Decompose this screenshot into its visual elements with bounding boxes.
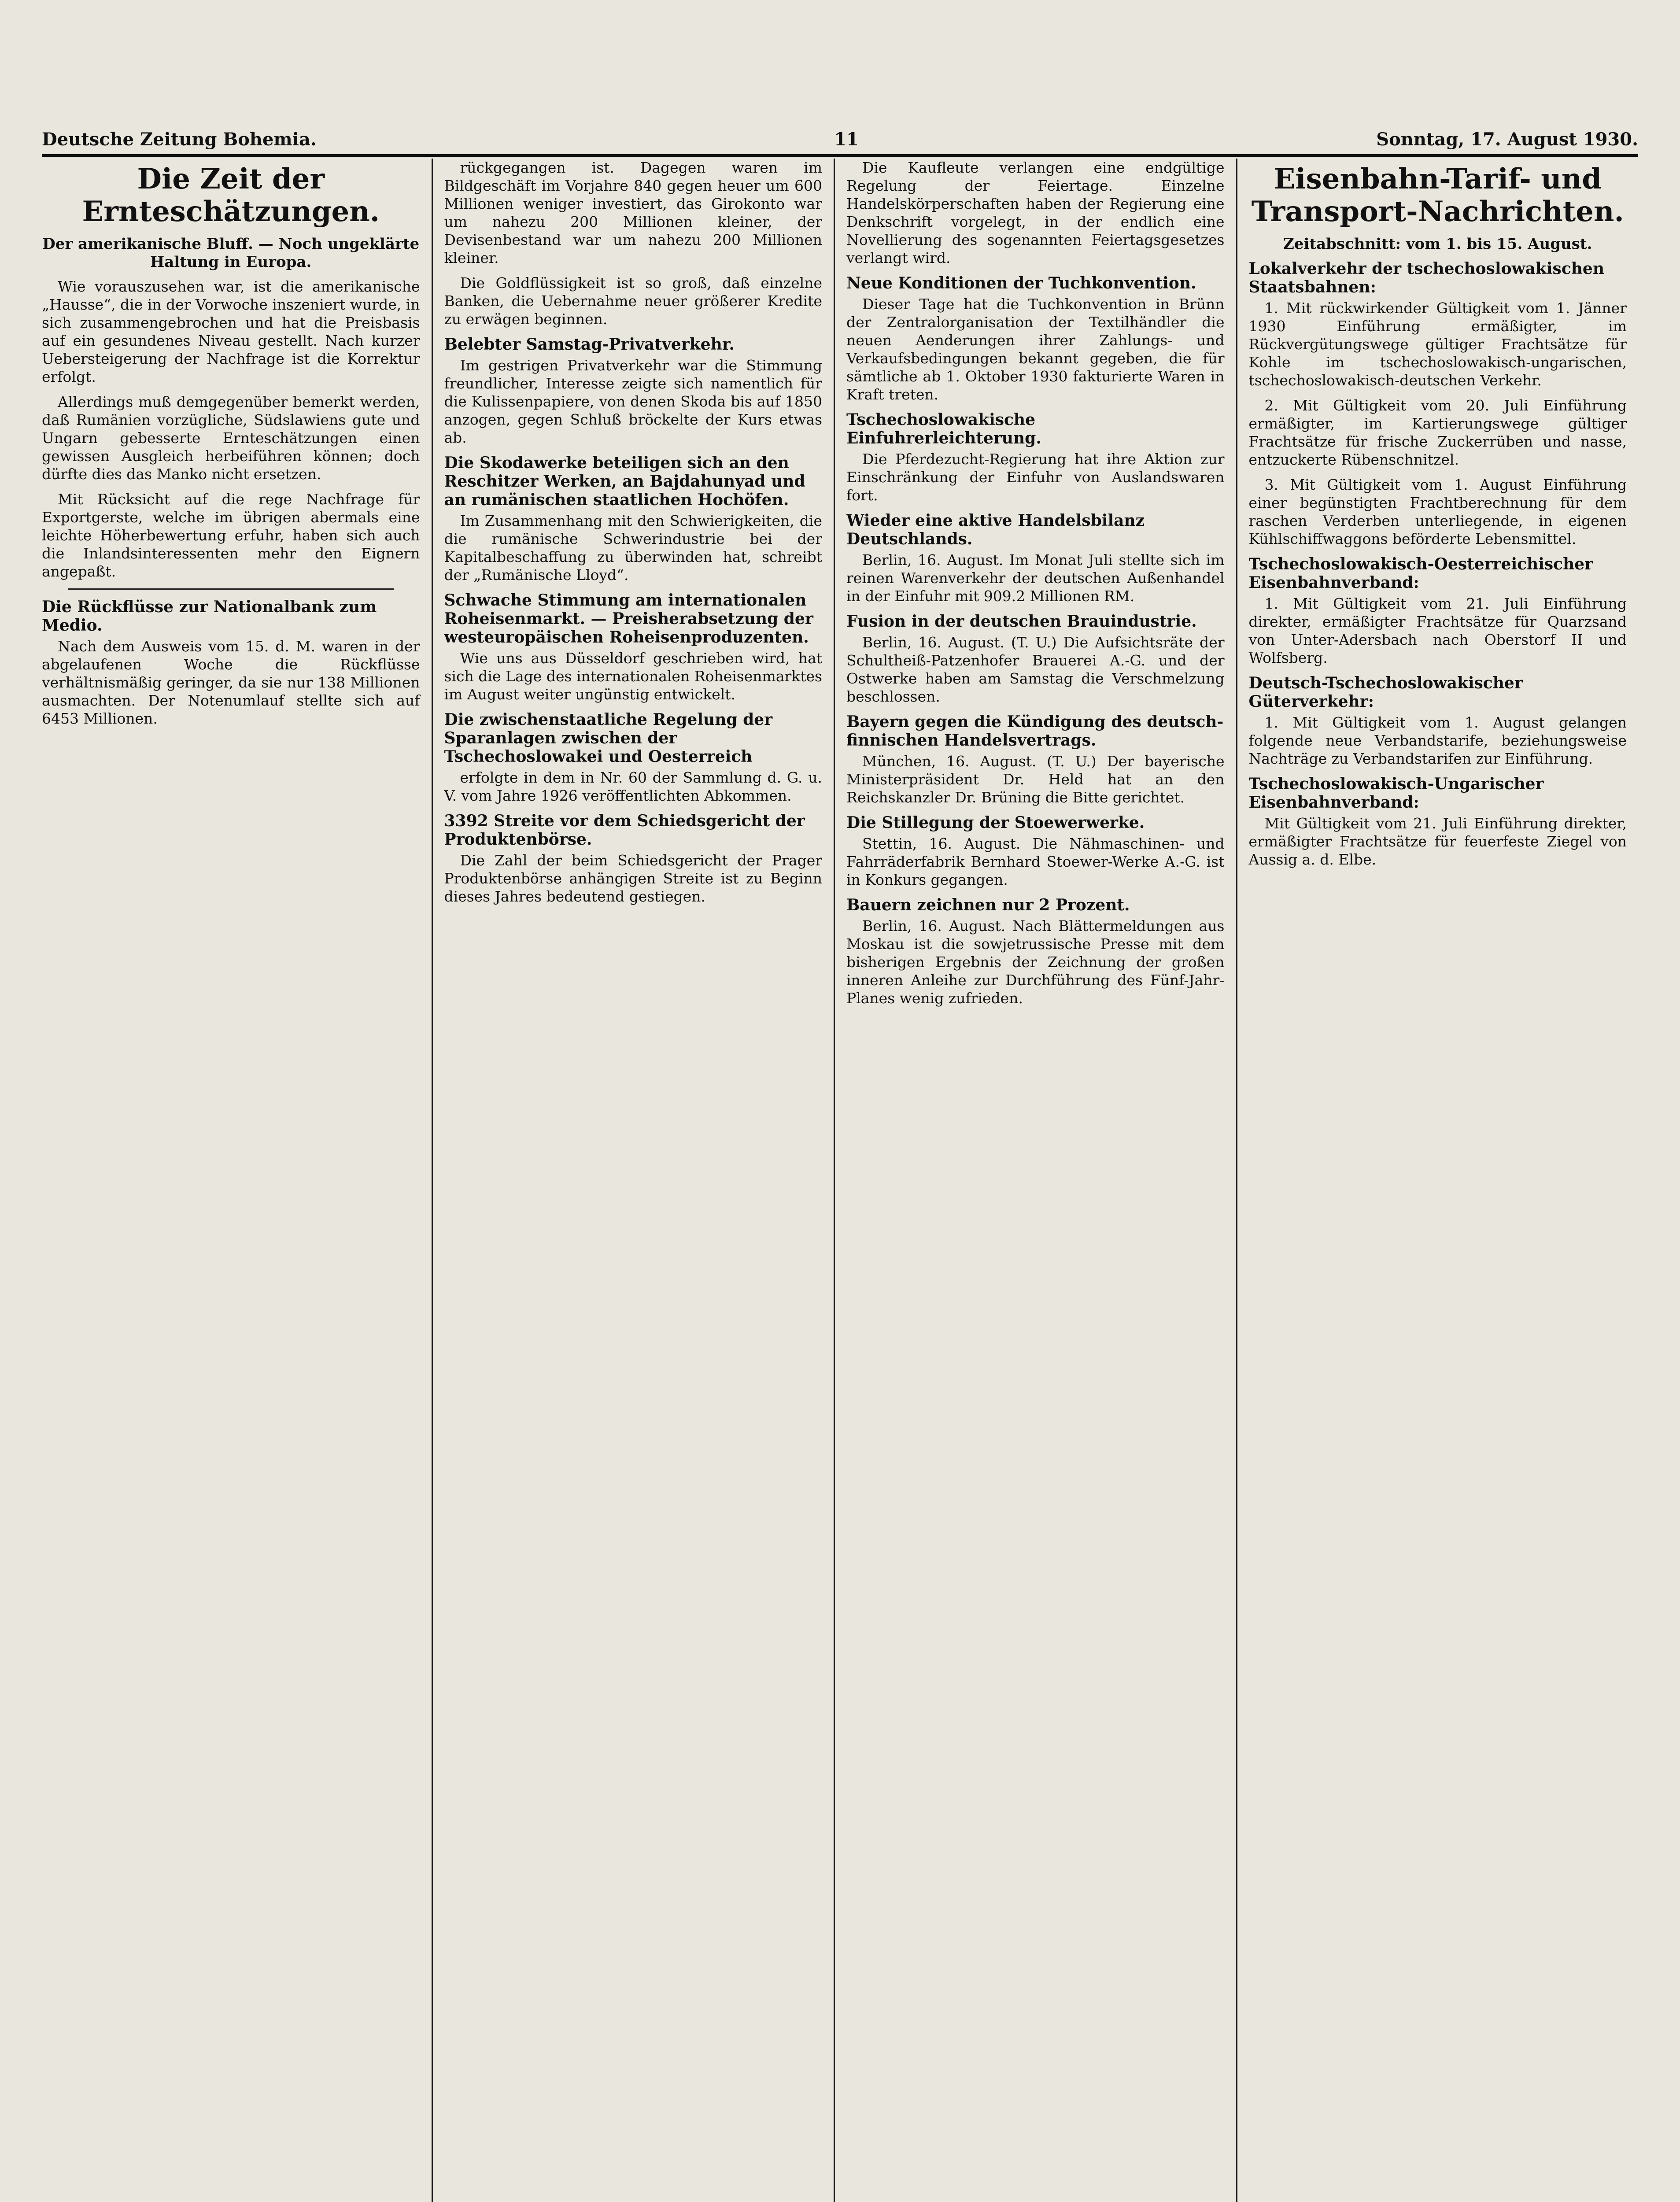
article-heading: Wieder eine aktive Handelsbilanz Deutschlands.	[846, 511, 1145, 548]
article-paragraph: 2. Mit Gültigkeit vom 20. Juli Einführung ermäßigter, im Kartierungswege gültiger Frachtsätze für frische Zuckerrüben und nasse, entzuckerte Rübenschnitzel.	[1248, 397, 1627, 468]
column-4	[1237, 159, 1639, 2202]
article-title: Eisenbahn-Tarif- und Transport-Nachrichten.	[1251, 163, 1624, 228]
column-2	[433, 159, 835, 2202]
article-paragraph: Im gestrigen Privatverkehr war die Stimmung freundlicher, Interesse zeigte sich namentlich für die Kulissenpapiere, von denen Skoda bis auf 1850 anzogen, gegen Schluß bröckelte der Kurs etwas ab.	[444, 357, 822, 446]
article-paragraph: Nach dem Ausweis vom 15. d. M. waren in der abgelaufenen Woche die Rückflüsse verhältnismäßig geringer, da sie nur 138 Millionen ausmachten. Der Notenumlauf stellte sich auf 6453 Millionen.	[42, 638, 420, 727]
article-paragraph: Die Goldflüssigkeit ist so groß, daß einzelne Banken, die Uebernahme neuer größerer Kredite zu erwägen beginnen.	[444, 274, 822, 328]
divider	[68, 588, 394, 590]
issue-date: Sonntag, 17. August 1930.	[1376, 129, 1638, 150]
article-paragraph: Berlin, 16. August. Nach Blättermeldungen aus Moskau ist die sowjetrussische Presse mit dem bisherigen Ergebnis der Zeichnung der großen inneren Anleihe zur Durchführung des Fünf-Jahr-Planes wenig zufrieden.	[846, 917, 1225, 1007]
article-paragraph: Mit Gültigkeit vom 21. Juli Einführung direkter, ermäßigter Frachtsätze für feuerfeste Ziegel von Aussig a. d. Elbe.	[1248, 815, 1627, 868]
article-heading: Belebter Samstag-Privatverkehr.	[444, 335, 735, 354]
article-paragraph: rückgegangen ist. Dagegen waren im Bildgeschäft im Vorjahre 840 gegen heuer um 600 Millionen weniger investiert, das Girokonto war um nahezu 200 Millionen kleiner, der Devisenbestand war um nahezu 200 Millionen kleiner.	[444, 159, 822, 266]
newspaper-name: Deutsche Zeitung Bohemia.	[42, 129, 317, 150]
article-paragraph: 1. Mit Gültigkeit vom 21. Juli Einführung direkter, ermäßigter Frachtsätze für Quarzsand von Unter-Adersbach nach Oberstorf II und Wolfsberg.	[1248, 595, 1627, 666]
page-number: 11	[834, 129, 859, 150]
article-paragraph: 1. Mit rückwirkender Gültigkeit vom 1. Jänner 1930 Einführung ermäßigter, im Rückvergütungswege gültiger Frachtsätze für Kohle im tschechoslowakisch-ungarischen, tschechoslowakisch-deutschen Verkehr.	[1248, 299, 1627, 389]
article-paragraph: Die Kaufleute verlangen eine endgültige Regelung der Feiertage. Einzelne Handelskörperschaften haben der Regierung eine Denkschrift vorgelegt, in der endlich eine Novellierung des sogenannten Feiertagsgesetzes verlangt wird.	[846, 159, 1225, 266]
article-heading: Tschechoslowakische Einfuhrerleichterung.	[846, 410, 1041, 447]
article-paragraph: 1. Mit Gültigkeit vom 1. August gelangen folgende neue Verbandstarife, beziehungsweise Nachträge zu Verbandstarifen zur Einführung.	[1248, 714, 1627, 767]
article-heading: Die Skodawerke beteiligen sich an den Reschitzer Werken, an Bajdahunyad und an rumänischen staatlichen Hochöfen.	[444, 454, 805, 509]
article-paragraph: Mit Rücksicht auf die rege Nachfrage für Exportgerste, welche im übrigen abermals eine leichte Höherbewertung erfuhr, haben sich auch die Inlandsinteressenten mehr den Eignern angepaßt.	[42, 491, 420, 580]
article-heading: Die Rückflüsse zur Nationalbank zum Medio.	[42, 598, 377, 635]
article-heading: Bauern zeichnen nur 2 Prozent.	[846, 896, 1130, 914]
article-heading: Die Stillegung der Stoewerwerke.	[846, 813, 1145, 832]
masthead	[42, 119, 1638, 157]
column-1	[42, 159, 433, 2202]
article-heading: Fusion in der deutschen Brauindustrie.	[846, 612, 1197, 631]
article-paragraph: Allerdings muß demgegenüber bemerkt werden, daß Rumänien vorzügliche, Südslawiens gute und Ungarn gebesserte Ernteschätzungen einen gewissen Ausgleich herbeiführen können; doch dürfte dies das Manko nicht ersetzen.	[42, 393, 420, 483]
article-title: Die Zeit der Ernteschätzungen.	[82, 163, 380, 228]
article-heading: Tschechoslowakisch-Ungarischer Eisenbahnverband:	[1248, 775, 1544, 812]
article-paragraph: 3. Mit Gültigkeit vom 1. August Einführung einer begünstigten Frachtberechnung für dem raschen Verderben unterliegende, in eigenen Kühlschiffwaggons beförderte Lebensmittel.	[1248, 476, 1627, 547]
article-heading: Tschechoslowakisch-Oesterreichischer Eisenbahnverband:	[1248, 555, 1593, 592]
article-paragraph: Die Pferdezucht-Regierung hat ihre Aktion zur Einschränkung der Einfuhr von Auslandswaren fort.	[846, 451, 1225, 504]
article-heading: Deutsch-Tschechoslowakischer Güterverkehr:	[1248, 674, 1523, 711]
article-subtitle: Der amerikanische Bluff. — Noch ungeklärte Haltung in Europa.	[42, 235, 420, 271]
article-columns	[42, 159, 1638, 2202]
article-paragraph: Im Zusammenhang mit den Schwierigkeiten, die die rumänische Schwerindustrie bei der Kapitalbeschaffung zu überwinden hat, schreibt der „Rumänische Lloyd“.	[444, 512, 822, 584]
column-3	[835, 159, 1237, 2202]
article-paragraph: Stettin, 16. August. Die Nähmaschinen- und Fahrräderfabrik Bernhard Stoewer-Werke A.-G. ist in Konkurs gegangen.	[846, 835, 1225, 888]
article-paragraph: Wie vorauszusehen war, ist die amerikanische „Hausse“, die in der Vorwoche inszeniert wurde, in sich zusammengebrochen und hat die Preisbasis auf ein gesundenes Niveau gestellt. Nach kurzer Uebersteigerung der Nachfrage ist die Korrektur erfolgt.	[42, 278, 420, 385]
article-heading: Schwache Stimmung am internationalen Roheisenmarkt. — Preisherabsetzung der westeuropäischen Roheisenproduzenten.	[444, 591, 813, 647]
article-paragraph: erfolgte in dem in Nr. 60 der Sammlung d. G. u. V. vom Jahre 1926 veröffentlichten Abkommen.	[444, 769, 822, 804]
article-paragraph: Die Zahl der beim Schiedsgericht der Prager Produktenbörse anhängigen Streite ist zu Beginn dieses Jahres bedeutend gestiegen.	[444, 852, 822, 905]
article-heading: 3392 Streite vor dem Schiedsgericht der Produktenbörse.	[444, 812, 805, 849]
article-heading: Die zwischenstaatliche Regelung der Sparanlagen zwischen der Tschechoslowakei und Oesterreich	[444, 710, 773, 766]
article-heading: Lokalverkehr der tschechoslowakischen Staatsbahnen:	[1248, 259, 1604, 296]
article-heading: Neue Konditionen der Tuchkonvention.	[846, 274, 1196, 292]
article-paragraph: Wie uns aus Düsseldorf geschrieben wird, hat sich die Lage des internationalen Roheisenmarktes im August weiter ungünstig entwickelt.	[444, 650, 822, 703]
article-paragraph: Dieser Tage hat die Tuchkonvention in Brünn der Zentralorganisation der Textilhändler die neuen Aenderungen ihrer Zahlungs- und Verkaufsbedingungen bekannt gegeben, die für sämtliche ab 1. Oktober 1930 fakturierte Waren in Kraft treten.	[846, 296, 1225, 403]
article-subtitle: Zeitabschnitt: vom 1. bis 15. August.	[1283, 235, 1592, 253]
article-heading: Bayern gegen die Kündigung des deutsch-finnischen Handelsvertrags.	[846, 713, 1224, 750]
article-paragraph: Berlin, 16. August. Im Monat Juli stellte sich im reinen Warenverkehr der deutschen Außenhandel in der Einfuhr mit 909.2 Millionen RM.	[846, 551, 1225, 605]
article-paragraph: München, 16. August. (T. U.) Der bayerische Ministerpräsident Dr. Held hat an den Reichskanzler Dr. Brüning die Bitte gerichtet.	[846, 753, 1225, 806]
article-paragraph: Berlin, 16. August. (T. U.) Die Aufsichtsräte der Schultheiß-Patzenhofer Brauerei A.-G. und der Ostwerke haben am Samstag die Verschmelzung beschlossen.	[846, 634, 1225, 705]
